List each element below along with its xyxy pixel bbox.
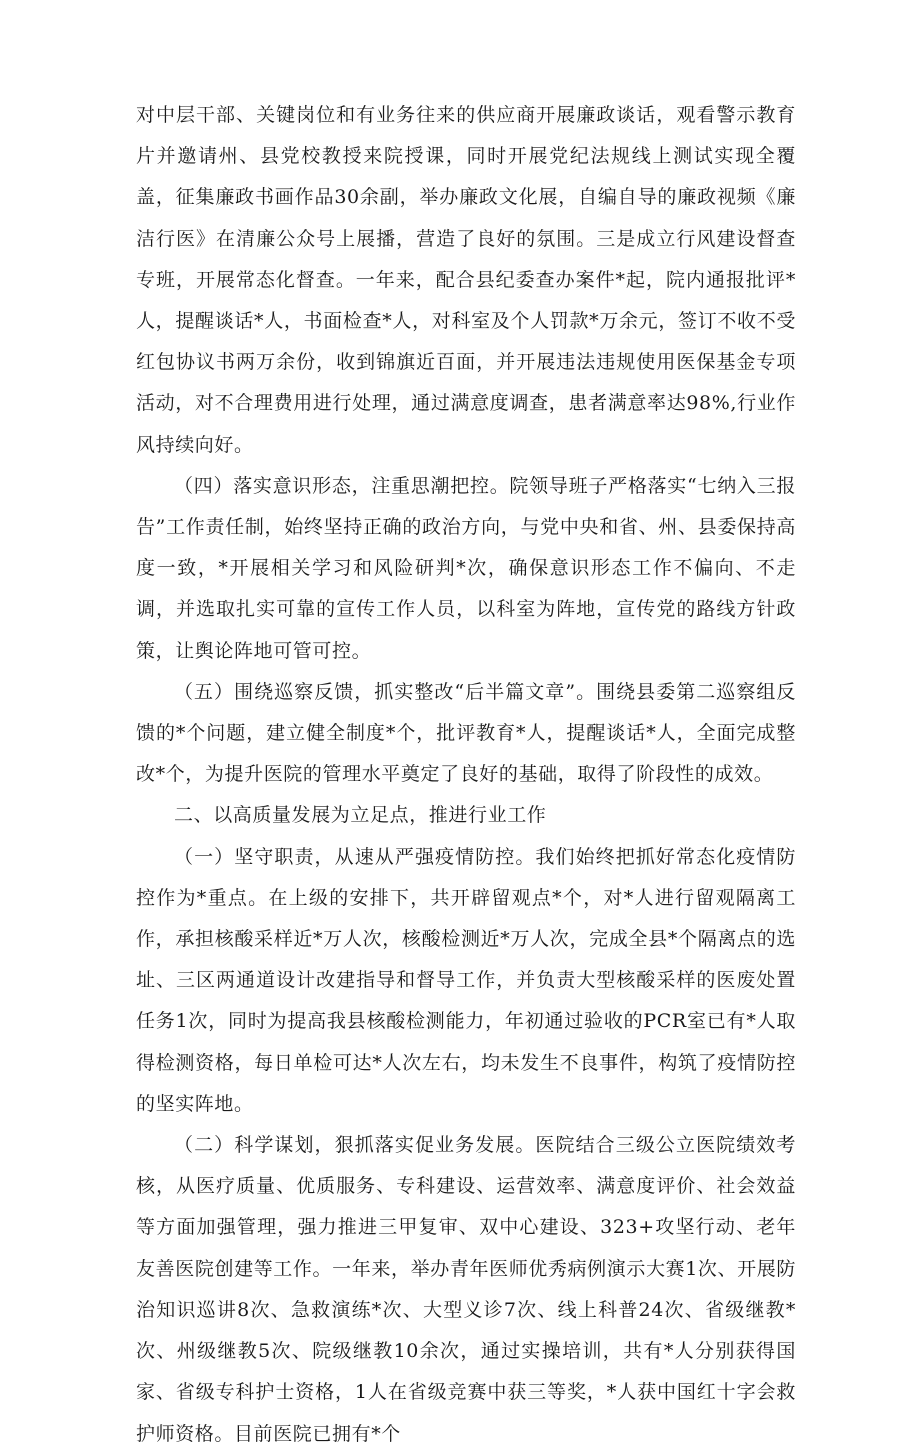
paragraph-section-five: （五）围绕巡察反馈，抓实整改“后半篇文章”。围绕县委第二巡察组反馈的*个问题，建立健全制度*个，批评教育*人，提醒谈话*人，全面完成整改*个，为提升医院的管理水平奠定了良好的基础，取得了阶段性的成效。 xyxy=(136,680,796,786)
paragraph-section-four: （四）落实意识形态，注重思潮把控。院领导班子严格落实“七纳入三报告”工作责任制，始终坚持正确的政治方向，与党中央和省、州、县委保持高度一致，*开展相关学习和风险研判*次，确保意识形态工作不偏向、不走调，并选取扎实可靠的宣传工作人员，以科室为阵地，宣传党的路线方针政策，让舆论阵地可管可控。 xyxy=(136,474,796,662)
paragraph-continuation: 对中层干部、关键岗位和有业务往来的供应商开展廉政谈话，观看警示教育片并邀请州、县党校教授来院授课，同时开展党纪法规线上测试实现全覆盖，征集廉政书画作品30余副，举办廉政文化展，自编自导的廉政视频《廉洁行医》在清廉公众号上展播，营造了良好的氛围。三是成立行风建设督查专班，开展常态化督查。一年来，配合县纪委查办案件*起，院内通报批评*人，提醒谈话*人，书面检查*人，对科室及个人罚款*万余元，签订不收不受红包协议书两万余份，收到锦旗近百面，并开展违法违规使用医保基金专项活动，对不合理费用进行处理，通过满意度调查，患者满意率达98%,行业作风持续向好。 xyxy=(136,104,796,456)
paragraph-subsection-two: （二）科学谋划，狠抓落实促业务发展。医院结合三级公立医院绩效考核，从医疗质量、优质服务、专科建设、运营效率、满意度评价、社会效益等方面加强管理，强力推进三甲复审、双中心建设、323+攻坚行动、老年友善医院创建等工作。一年来，举办青年医师优秀病例演示大赛1次、开展防治知识巡讲8次、急救演练*次、大型义诊7次、线上科普24次、省级继教*次、州级继教5次、院级继教10余次，通过实操培训，共有*人分别获得国家、省级专科护士资格，1人在省级竞赛中获三等奖，*人获中国红十字会救护师资格。目前医院已拥有*个 xyxy=(136,1134,796,1445)
section-heading-two: 二、以高质量发展为立足点，推进行业工作 xyxy=(174,804,547,827)
paragraph-subsection-one: （一）坚守职责，从速从严强疫情防控。我们始终把抓好常态化疫情防控作为*重点。在上级的安排下，共开辟留观点*个，对*人进行留观隔离工作，承担核酸采样近*万人次，核酸检测近*万人次，完成全县*个隔离点的选址、三区两通道设计改建指导和督导工作，并负责大型核酸采样的医废处置任务1次，同时为提高我县核酸检测能力，年初通过验收的PCR室已有*人取得检测资格，每日单检可达*人次左右，均未发生不良事件，构筑了疫情防控的坚实阵地。 xyxy=(136,845,796,1115)
document-body xyxy=(136,95,796,1455)
